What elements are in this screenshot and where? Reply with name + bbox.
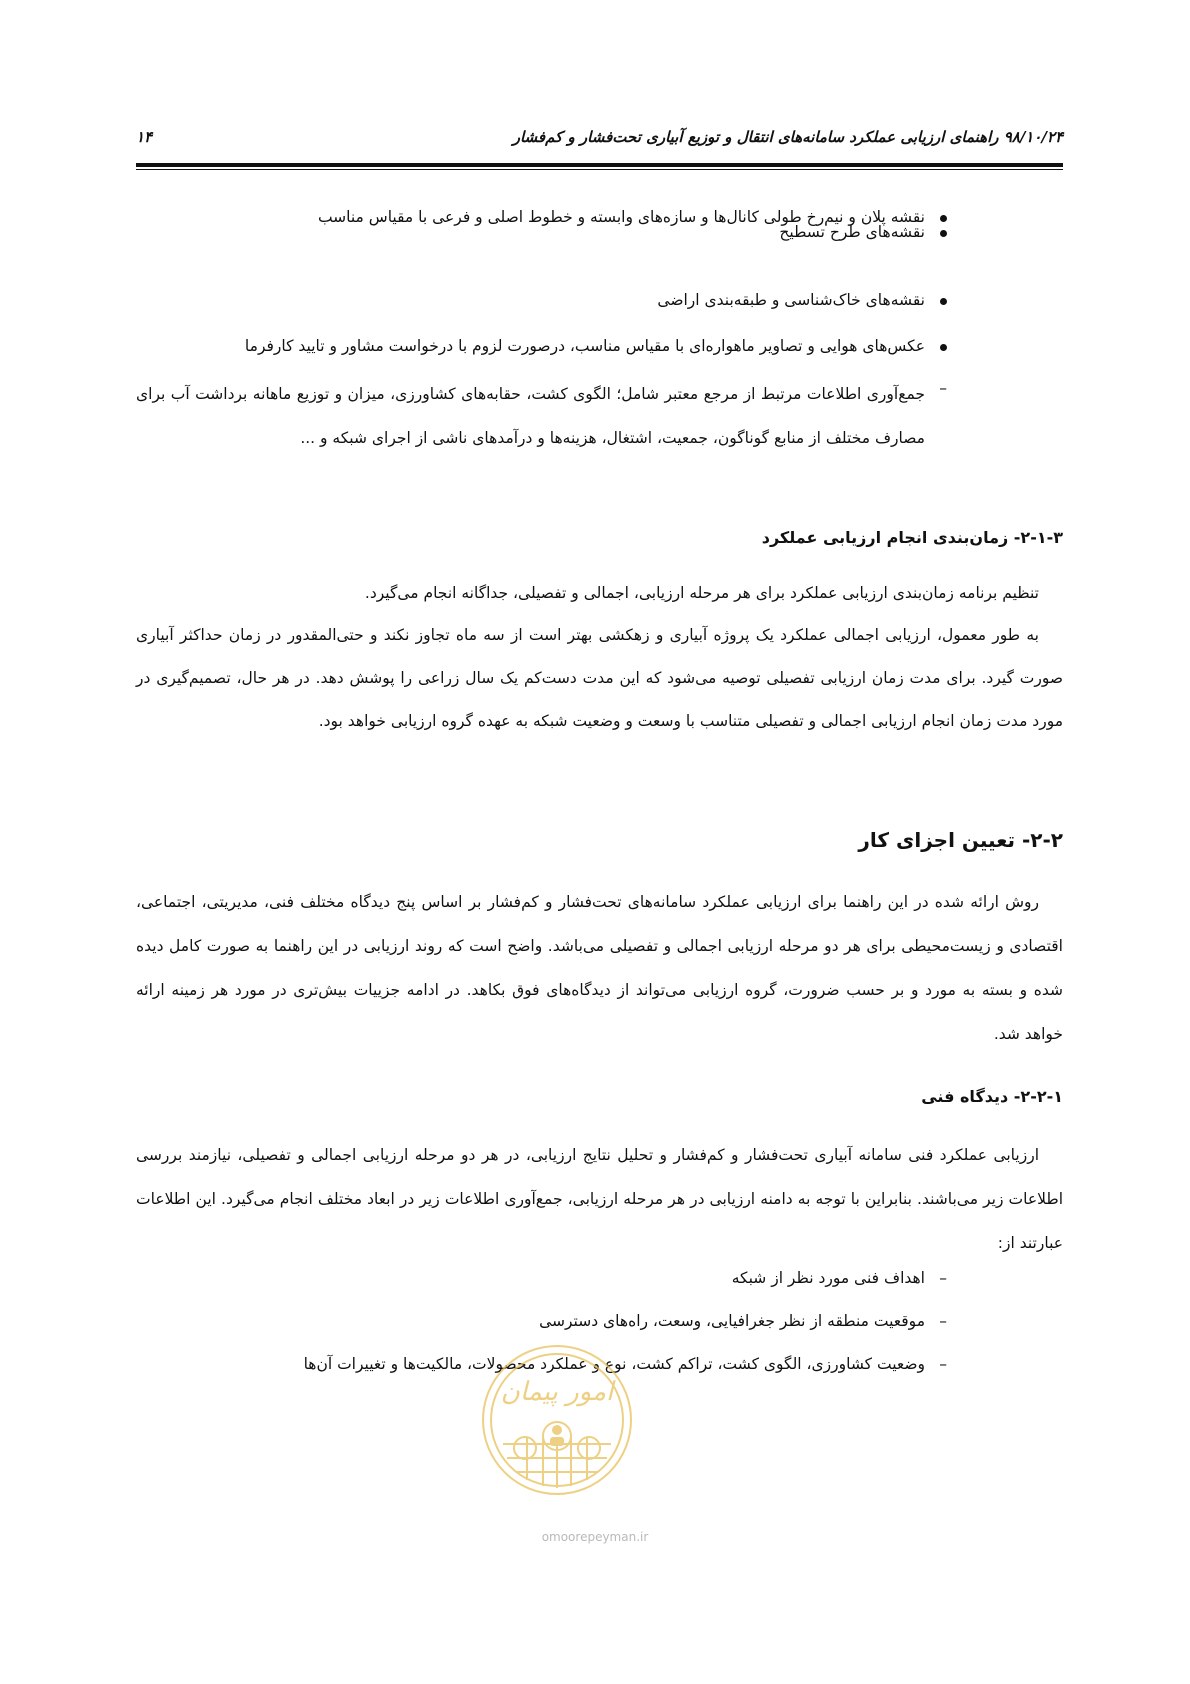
paragraph: تنظیم برنامه زمان‌بندی ارزیابی عملکرد برای هر مرحله ارزیابی، اجمالی و تفصیلی، جداگانه انجام می‌گیرد. [364,584,1039,602]
watermark-website: omoorepeyman.ir [541,1530,649,1544]
section-heading: ۲-۲- تعیین اجزای کار [858,828,1063,852]
paragraph: روش ارائه شده در این راهنما برای ارزیابی عملکرد سامانه‌های تحت‌فشار و کم‌فشار بر اساس پنج دیدگاه مختلف فنی، مدیریتی، اجتماعی، اقتصادی و زیست‌محیطی برای هر دو مرحله ارزیابی اجمالی و تفصیلی می‌باشد. واضح است که روند ارزیابی در این راهنما به صورت کامل دیده شده و بسته به مورد و بر حسب ضرورت، گروه ارزیابی می‌تواند از دیدگاه‌های فوق بکاهد. در ادامه جزییات بیش‌تری در مورد هر زمینه ارائه خواهد شد. [136,893,1063,1043]
dash-item: – اهداف فنی مورد نظر از شبکه [136,1262,1063,1294]
page-number: ۱۴ [136,128,153,146]
dash-mark: – [939,1269,947,1287]
dash-mark: – [939,379,947,397]
dash-item-text: جمع‌آوری اطلاعات مرتبط از مرجع معتبر شامل؛ الگوی کشت، حقابه‌های کشاورزی، میزان و توزیع ماهانه برداشت آب برای مصارف مختلف از منابع گوناگون، جمعیت، اشتغال، هزینه‌ها و درآمدهای ناشی از اجرای شبکه و ... [136,385,925,447]
bullet-dot [940,344,947,351]
bullet-item: نقشه‌های خاک‌شناسی و طبقه‌بندی اراضی [136,285,1063,315]
bullet-dot [940,230,947,237]
bullet-item: نقشه‌های طرح تسطیح [136,217,1063,247]
paragraph: به طور معمول، ارزیابی اجمالی عملکرد یک پروژه آبیاری و زهکشی بهتر است از سه ماه تجاوز نکند و حتی‌المقدور در زمان حداکثر آبیاری صورت گیرد. برای مدت زمان ارزیابی تفصیلی توصیه می‌شود که این مدت دست‌کم یک سال زراعی را پوشش دهد. در هر حال، تصمیم‌گیری در مورد مدت زمان انجام ارزیابی اجمالی و تفصیلی متناسب با وسعت و وضعیت شبکه به عهده گروه ارزیابی خواهد بود. [136,626,1063,730]
dash-item: – وضعیت کشاورزی، الگوی کشت، تراکم کشت، نوع و عملکرد محصولات، مالکیت‌ها و تغییرات آن‌ها [136,1348,1063,1380]
paragraph: ارزیابی عملکرد فنی سامانه آبیاری تحت‌فشار و کم‌فشار و تحلیل نتایج ارزیابی، در هر دو مرحله ارزیابی اجمالی و تفصیلی، نیازمند بررسی اطلاعات زیر می‌باشند. بنابراین با توجه به دامنه ارزیابی در هر مرحله ارزیابی، جمع‌آوری اطلاعات زیر در ابعاد مختلف انجام می‌گیرد. این اطلاعات عبارتند از: [136,1146,1063,1252]
running-header-title: ۹۸/۱۰/۲۴ راهنمای ارزیابی عملکرد سامانه‌های انتقال و توزیع آبیاری تحت‌فشار و کم‌فشار [512,128,1063,146]
watermark-logo-text: امور پیمان [500,1377,614,1407]
bullet-item: عکس‌های هوایی و تصاویر ماهواره‌ای با مقیاس مناسب، درصورت لزوم با درخواست مشاور و تایید کارفرما [136,331,1063,361]
dash-mark: – [939,1355,947,1373]
dash-item [136,372,1063,492]
watermark-logo [473,1340,641,1500]
section-heading: ۲-۱-۳- زمان‌بندی انجام ارزیابی عملکرد [761,528,1063,547]
bullet-item: نقشه پلان و نیم‌رخ طولی کانال‌ها و سازه‌های وابسته و خطوط اصلی و فرعی با مقیاس مناسب [136,202,1063,232]
section-heading: ۲-۲-۱- دیدگاه فنی [921,1087,1063,1106]
dash-item: – موقعیت منطقه از نظر جغرافیایی، وسعت، راه‌های دسترسی [136,1305,1063,1337]
dash-mark: – [939,1312,947,1330]
bullet-dot [940,298,947,305]
